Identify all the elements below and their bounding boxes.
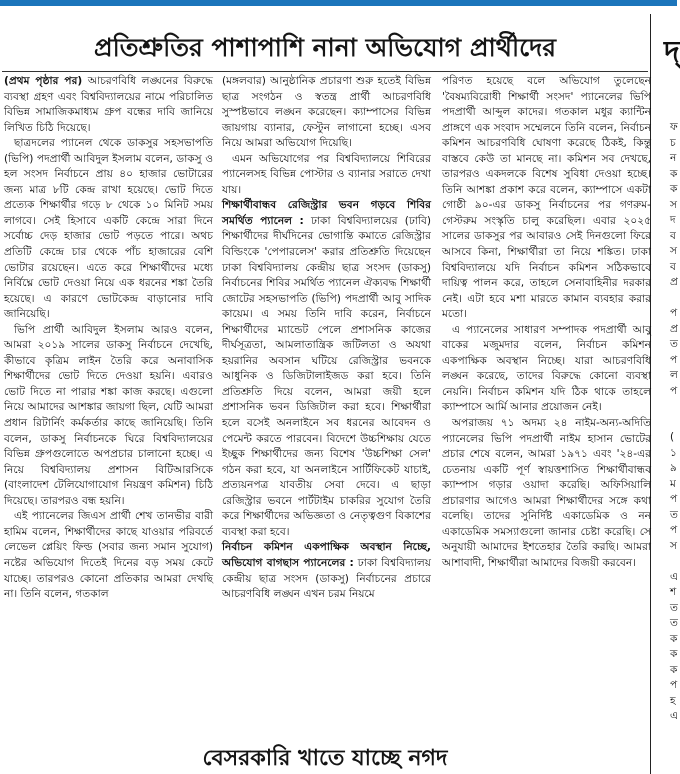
- continued-label: (প্রথম পৃষ্ঠার পর): [4, 75, 83, 87]
- article-column-2: [222, 74, 431, 746]
- article-column-1: [4, 74, 213, 746]
- column-1-paragraph-1: [4, 74, 213, 136]
- paragraph-text: আচরণবিধি লঙ্ঘনের বিরুদ্ধে ব্যবস্থা গ্রহণ এবং বিশ্ববিদ্যালয়ের নামে পরিচালিত বিভিন্ন সামাজিকমাধ্যম গ্রুপ বন্ধের দাবি জানিয়ে লিখিত চিঠি দিয়েছে।: [4, 75, 213, 134]
- next-article-headline: বেসরকারি খাতে যাচ্ছে নগদ: [202, 746, 448, 771]
- column-3-paragraph-2: এ প্যানেলের সাধারণ সম্পাদক পদপ্রার্থী আবু বাকের মজুমদার বলেন, নির্বাচন কমিশন একপাক্ষিক অবস্থান নিচ্ছে। যারা আচরণবিধি লঙ্ঘন করেছে, তাদের বিরুদ্ধে কোনো ব্যবস্থা নেয়নি। নির্বাচন কমিশন যদি ঠিক থাকে তাহলে ক্যাম্পাসে আর্মি আনার প্রয়োজন নেই।: [442, 323, 651, 414]
- adjacent-text-fragment: ফ চ ন ক ক স দ ব স ব প্র প প্র ত প ল প ( ১ ৯ ম প ত প স এ শ ত ত ক ক ক প হ এ: [670, 121, 678, 722]
- top-color-bar: [0, 0, 677, 6]
- column-1-paragraph-4: এই প্যানেলের জিএস প্রার্থী শেখ তানভীর বারী হামিম বলেন, শিক্ষার্থীদের কাছে যাওয়ার পরিবর্তে লেভেল প্লেয়িং ফিল্ড (সবার জন্য সমান সুযোগ) নষ্টের অভিযোগ দিতেই দিনের বড় সময় কেটে যাচ্ছে। তারপরও কোনো প্রতিকার আমরা দেখছি না। তিনি বলেন, গতকাল: [4, 510, 213, 601]
- adjacent-article-fragment: [648, 0, 680, 769]
- column-2-paragraph-1: (মঙ্গলবার) আনুষ্ঠানিক প্রচারণা শুরু হতেই বিভিন্ন ছাত্র সংগঠন ও স্বতন্ত্র প্রার্থী আচরণবিধি সুস্পষ্টভাবে লঙ্ঘন করেছেন। ক্যাম্পাসের বিভিন্ন জায়গায় ব্যানার, ফেস্টুন লাগানো হচ্ছে। এসব নিয়ে আমরা অভিযোগ দিয়েছি।: [222, 75, 431, 150]
- column-1-paragraph-2: ছাত্রদলের প্যানেল থেকে ডাকসুর সহসভাপতি (ভিপি) পদপ্রার্থী আবিদুল ইসলাম বলেন, ডাকসু ও হল সংসদ নির্বাচনে প্রায় ৪০ হাজার ভোটারের জন্য মাত্র ৮টি কেন্দ্র রাখা হয়েছে। ভোট দিতে প্রত্যেক শিক্ষার্থীর গড়ে ৮ থেকে ১০ মিনিট সময় লাগবে। সেই হিসাবে একটি কেন্দ্রে সারা দিনে সর্বোচ্চ দেড় হাজার ভোট পড়তে পারে। অথচ প্রতিটি কেন্দ্রে চার থেকে পাঁচ হাজারের বেশি ভোটার রয়েছেন। এতে করে শিক্ষার্থীদের মধ্যে নির্বিঘ্নে ভোট দেওয়া নিয়ে এক ধরনের শঙ্কা তৈরি হয়েছে। এ কারণে ভোটকেন্দ্র বাড়ানোর দাবি জানিয়েছি।: [4, 137, 213, 321]
- subheading-bagchas-panel: নির্বাচন কমিশন একপাক্ষিক অবস্থান নিচ্ছে, অভিযোগ বাগছাস প্যানেলের :: [222, 541, 431, 569]
- column-2-paragraph-2: এমন অভিযোগের পর বিশ্ববিদ্যালয়ে শিবিরের প্যানেলসহ বিভিন্ন পোস্টার ও ব্যানার সরাতে দেখা যায়।: [222, 152, 431, 196]
- headline-divider: [2, 71, 648, 72]
- paragraph-text: ঢাকা বিশ্ববিদ্যালয় কেন্দ্রীয় ছাত্র সংসদ (ডাকসু) নির্বাচনের প্রচারে আচরণবিধি লঙ্ঘন এখন চরম নিয়মে: [222, 556, 431, 601]
- paragraph-text: ঢাকা বিশ্ববিদ্যালয়ের (ঢাবি) শিক্ষার্থীদের দীর্ঘদিনের ভোগান্তি কমাতে রেজিস্ট্রার বিল্ডিংকে 'পেপারলেস' করার প্রতিশ্রুতি দিয়েছেন ঢাকা বিশ্ববিদ্যালয় কেন্দ্রীয় ছাত্র সংসদ (ডাকসু) নির্বাচনের শিবির সমর্থিত প্যানেল ঐক্যবদ্ধ শিক্ষার্থী জোটের সহসভাপতি (ভিপি) পদপ্রার্থী আবু সাদিক কায়েম। এ সময় তিনি দাবি করেন, নির্বাচনে শিক্ষার্থীদের ম্যান্ডেট পেলে প্রশাসনিক কাজের দীর্ঘসূত্রতা, আমলাতান্ত্রিক জটিলতা ও অযথা হয়রানির অবসান ঘটিয়ে রেজিস্ট্রার ভবনকে আধুনিক ও ডিজিটালাইজড করা হবে। তিনি প্রতিশ্রুতি দিয়ে বলেন, আমরা জয়ী হলে প্রশাসনিক ভবন ডিজিটাল করা হবে। শিক্ষার্থীরা হলে বসেই অনলাইনে সব ধরনের আবেদন ও পেমেন্ট করতে পারবেন। বিদেশে উচ্চশিক্ষায় যেতে ইচ্ছুক শিক্ষার্থীদের জন্য বিশেষ 'উচ্চশিক্ষা সেল' গঠন করা হবে, যা অনলাইনে সার্টিফিকেট যাচাই, প্রত্যয়নপত্র যাবতীয় সেবা দেবে। এ ছাড়া রেজিস্ট্রার ভবনে পার্টটাইম চাকরির সুযোগ তৈরি করে শিক্ষার্থীদের অভিজ্ঞতা ও নেতৃত্বগুণ বিকাশের ব্যবস্থা করা হবে।: [222, 214, 431, 538]
- column-3-paragraph-3: অপরাজয় ৭১ অদম্য ২৪ নাইম-অন্য-অদিতি প্যানেলের ভিপি পদপ্রার্থী নাইম হাসান ভোটের প্রচার শেষে বলেন, আমরা ১৯৭১ এবং '২৪-এর চেতনায় একটি পূর্ণ স্বায়ত্তশাসিত শিক্ষার্থীবান্ধব ক্যাম্পাস গড়ার ওয়াদা করেছি। অফিসিয়ালি প্রচারণার আগেও আমরা শিক্ষার্থীদের সঙ্গে কথা বলেছি। তাদের সুনির্দিষ্ট একাডেমিক ও নন একাডেমিক সমস্যাগুলো জানার চেষ্টা করেছি। সে অনুযায়ী আমাদের ইশতেহার তৈরি করছি। আমরা আশাবাদী, শিক্ষার্থীরা আমাদের বিজয়ী করবেন।: [442, 417, 651, 569]
- column-3-paragraph-1: পরিণত হয়েছে বলে অভিযোগ তুলেছেন 'বৈষম্যবিরোধী শিক্ষার্থী সংসদ' প্যানেলের ভিপি পদপ্রার্থী আব্দুল কাদের। গতকাল মধুর ক্যান্টিন প্রাঙ্গণে এক সংবাদ সম্মেলনে তিনি বলেন, নির্বাচন কমিশন আচরণবিধি ঘোষণা করেছে ঠিকই, কিন্তু বাস্তবে কেউ তা মানছে না। কমিশন সব দেখছে, তারপরও একদলকে বিশেষ সুবিধা দেওয়া হচ্ছে। তিনি আশঙ্কা প্রকাশ করে বলেন, ক্যাম্পাসে একটা গোষ্ঠী ৯০-এর ডাকসু নির্বাচনের পর গণরুম-গেস্টরুম সংস্কৃতি চালু করেছিল। এবার ২০২৫ সালের ডাকসুর পর আবারও সেই দিনগুলো ফিরে আসবে কিনা, শিক্ষার্থীরা তা নিয়ে শঙ্কিত। ঢাকা বিশ্ববিদ্যালয়ে যদি নির্বাচন কমিশন সঠিকভাবে দায়িত্ব পালন করে, তাহলে সেনাবাহিনীর দরকার নেই। এটা হবে মশা মারতে কামান ব্যবহার করার মতো।: [442, 75, 651, 321]
- subheading-shibir-panel: শিক্ষার্থীবান্ধব রেজিস্ট্রার ভবন গড়বে শিবির সমর্থিত প্যানেল :: [222, 199, 431, 227]
- article-headline: প্রতিশ্রুতির পাশাপাশি নানা অভিযোগ প্রার্থীদের: [93, 33, 557, 62]
- adjacent-headline-fragment: দ্: [664, 35, 680, 70]
- article-column-3: [442, 74, 651, 746]
- column-1-paragraph-3: ভিপি প্রার্থী আবিদুল ইসলাম আরও বলেন, আমরা ২০১৯ সালের ডাকসু নির্বাচনে দেখেছি, কীভাবে কৃত্রিম লাইন তৈরি করে অনাবাসিক শিক্ষার্থীদের ভোট দিতে দেওয়া হয়নি। এবারও ভোট দিতে না পারার শঙ্কা কাজ করছে। এগুলো নিয়ে আমাদের আশঙ্কার জায়গা ছিল, যেটি আমরা প্রধান রিটার্নিং কর্মকর্তার কাছে জানিয়েছি। তিনি বলেন, ডাকসু নির্বাচনকে ঘিরে বিশ্ববিদ্যালয়ের বিভিন্ন গ্রুপগুলোতে অপপ্রচার চালানো হচ্ছে। এ নিয়ে বিশ্ববিদ্যালয় প্রশাসন বিটিআরসিকে (বাংলাদেশ টেলিযোগাযোগ নিয়ন্ত্রণ কমিশন) চিঠি দিয়েছে। তারপরও বন্ধ হয়নি।: [4, 323, 213, 507]
